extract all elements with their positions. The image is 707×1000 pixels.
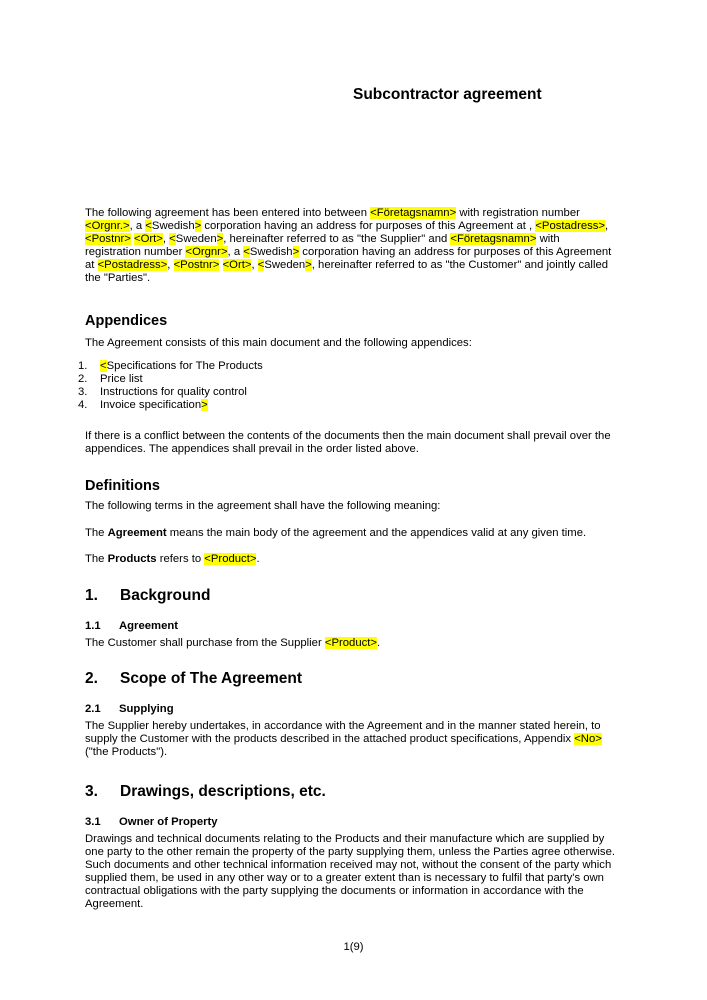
placeholder-highlight[interactable]: < — [100, 360, 107, 372]
placeholder-highlight[interactable]: <Orgnr.> — [85, 220, 130, 232]
subsection-number: 1.1 — [85, 620, 101, 632]
appendix-item — [78, 399, 617, 412]
appendices-lead: The Agreement consists of this main document and the following appendices: — [85, 337, 472, 349]
subsection-1-1-body — [85, 637, 617, 650]
text-segment: , — [162, 233, 170, 245]
placeholder-highlight[interactable]: <Postnr> — [85, 233, 131, 245]
placeholder-highlight[interactable]: <Företagsnamn> — [450, 233, 537, 245]
subsection-title: Owner of Property — [119, 816, 218, 828]
section-title: Background — [120, 587, 211, 604]
subsection-title: Agreement — [119, 620, 179, 632]
text-segment: The Supplier hereby undertakes, in accordance with the Agreement and in the manner stated herein, to supply the Customer with the products described in the attached product specifications, Appendix — [85, 720, 601, 745]
placeholder-highlight[interactable]: <Product> — [324, 637, 377, 649]
placeholder-highlight[interactable]: <Postnr> — [173, 259, 220, 271]
placeholder-highlight[interactable]: <Postadress> — [535, 220, 606, 232]
subsection-3-1-heading — [85, 816, 617, 829]
placeholder-highlight[interactable]: > — [201, 399, 208, 411]
text-segment: The — [85, 553, 108, 565]
placeholder-highlight[interactable]: <Product> — [204, 553, 257, 565]
text-segment: with registration number — [85, 233, 560, 258]
text-segment: Drawings and technical documents relating to the Products and their manufacture which are supplied by one party to the other remain the property of the party supplying them, unless the Parties agree otherwise. Such documents and other technical information received may not, without the consent of the party which supplied them, be used in any other way or to a greater extent than is necessary to fulfil that party's own contractual obligations with the party supplying the documents or information in accordance with the Agreement. — [85, 833, 615, 910]
text-segment: The — [85, 527, 108, 539]
section-number: 1. — [85, 587, 98, 604]
appendix-item-number: 3. — [78, 386, 88, 398]
text-segment: , a — [227, 246, 244, 258]
conflict-paragraph: If there is a conflict between the contents of the documents then the main document shall prevail over the appendices. The appendices shall prevail in the order listed above. — [85, 430, 611, 455]
definitions-lead: The following terms in the agreement shall have the following meaning: — [85, 500, 441, 512]
text-segment: means the main body of the agreement and the appendices valid at any given time. — [166, 527, 587, 539]
placeholder-highlight[interactable]: > — [216, 233, 224, 245]
subsection-title: Supplying — [119, 703, 174, 715]
text-segment: , hereinafter referred to as "the Customer" and jointly called the "Parties". — [85, 259, 609, 284]
section-number: 3. — [85, 783, 98, 800]
page-number: 1(9) — [343, 941, 364, 953]
section-number: 2. — [85, 670, 98, 687]
section-2-heading — [85, 670, 617, 688]
section-title: Drawings, descriptions, etc. — [120, 783, 326, 800]
text-segment: , — [251, 259, 258, 271]
text-segment: Instructions for quality control — [100, 386, 247, 398]
text-segment: Sweden — [175, 233, 217, 245]
section-1-heading — [85, 587, 617, 605]
appendix-list — [78, 360, 617, 412]
text-segment: Agreement — [107, 527, 167, 539]
subsection-3-1-body — [85, 833, 617, 911]
text-segment: , — [167, 259, 174, 271]
appendix-item-text — [100, 386, 247, 398]
text-segment: Swedish — [249, 246, 293, 258]
text-segment: The Customer shall purchase from the Supplier — [85, 637, 325, 649]
text-segment: refers to — [156, 553, 205, 565]
placeholder-highlight[interactable]: > — [305, 259, 312, 271]
text-segment: , — [605, 220, 609, 232]
appendix-item — [78, 386, 617, 399]
placeholder-highlight[interactable]: > — [194, 220, 202, 232]
text-segment: . — [256, 553, 260, 565]
placeholder-highlight[interactable]: <Företagsnamn> — [370, 207, 457, 219]
text-segment: Sweden — [264, 259, 306, 271]
appendices-heading: Appendices — [85, 313, 168, 329]
placeholder-highlight[interactable]: > — [292, 246, 300, 258]
intro-paragraph — [85, 207, 617, 285]
placeholder-highlight[interactable]: <Orgnr> — [185, 246, 228, 258]
definitions-heading: Definitions — [85, 478, 160, 494]
text-segment: Products — [107, 553, 157, 565]
subsection-2-1-heading — [85, 703, 617, 716]
text-segment: corporation having an address for purposes of this Agreement at , — [201, 220, 536, 232]
placeholder-highlight[interactable]: < — [257, 259, 265, 271]
appendix-item-number: 2. — [78, 373, 88, 385]
appendix-item — [78, 373, 617, 386]
section-title: Scope of The Agreement — [120, 670, 303, 687]
placeholder-highlight[interactable]: < — [243, 246, 250, 258]
text-segment: Invoice specification — [100, 399, 202, 411]
appendix-item-text — [100, 373, 143, 385]
appendix-item-number: 4. — [78, 399, 88, 411]
placeholder-highlight[interactable]: < — [169, 233, 176, 245]
text-segment: Swedish — [151, 220, 195, 232]
text-segment: , a — [129, 220, 146, 232]
document-title: Subcontractor agreement — [353, 86, 542, 103]
text-segment: Specifications for The Products — [106, 360, 263, 372]
placeholder-highlight[interactable]: <Ort> — [134, 233, 163, 245]
text-segment: The following agreement has been entered into between — [85, 207, 371, 219]
definition-agreement — [85, 527, 617, 540]
appendix-item-text — [100, 360, 263, 372]
text-segment: Price list — [100, 373, 143, 385]
text-segment: . — [377, 637, 381, 649]
text-segment: ("the Products"). — [85, 746, 168, 758]
definition-products — [85, 553, 617, 566]
appendix-item — [78, 360, 617, 373]
text-segment: with registration number — [456, 207, 580, 219]
appendix-item-number: 1. — [78, 360, 88, 372]
placeholder-highlight[interactable]: <No> — [574, 733, 602, 745]
subsection-number: 2.1 — [85, 703, 101, 715]
placeholder-highlight[interactable]: <Ort> — [222, 259, 252, 271]
subsection-2-1-body — [85, 720, 617, 759]
subsection-number: 3.1 — [85, 816, 101, 828]
placeholder-highlight[interactable]: < — [145, 220, 152, 232]
appendix-item-text — [100, 399, 208, 411]
section-3-heading — [85, 783, 617, 801]
text-segment: corporation having an address for purposes of this Agreement at — [85, 246, 612, 271]
placeholder-highlight[interactable]: <Postadress> — [97, 259, 168, 271]
subsection-1-1-heading — [85, 620, 617, 633]
text-segment: , hereinafter referred to as "the Supplier" and — [223, 233, 451, 245]
